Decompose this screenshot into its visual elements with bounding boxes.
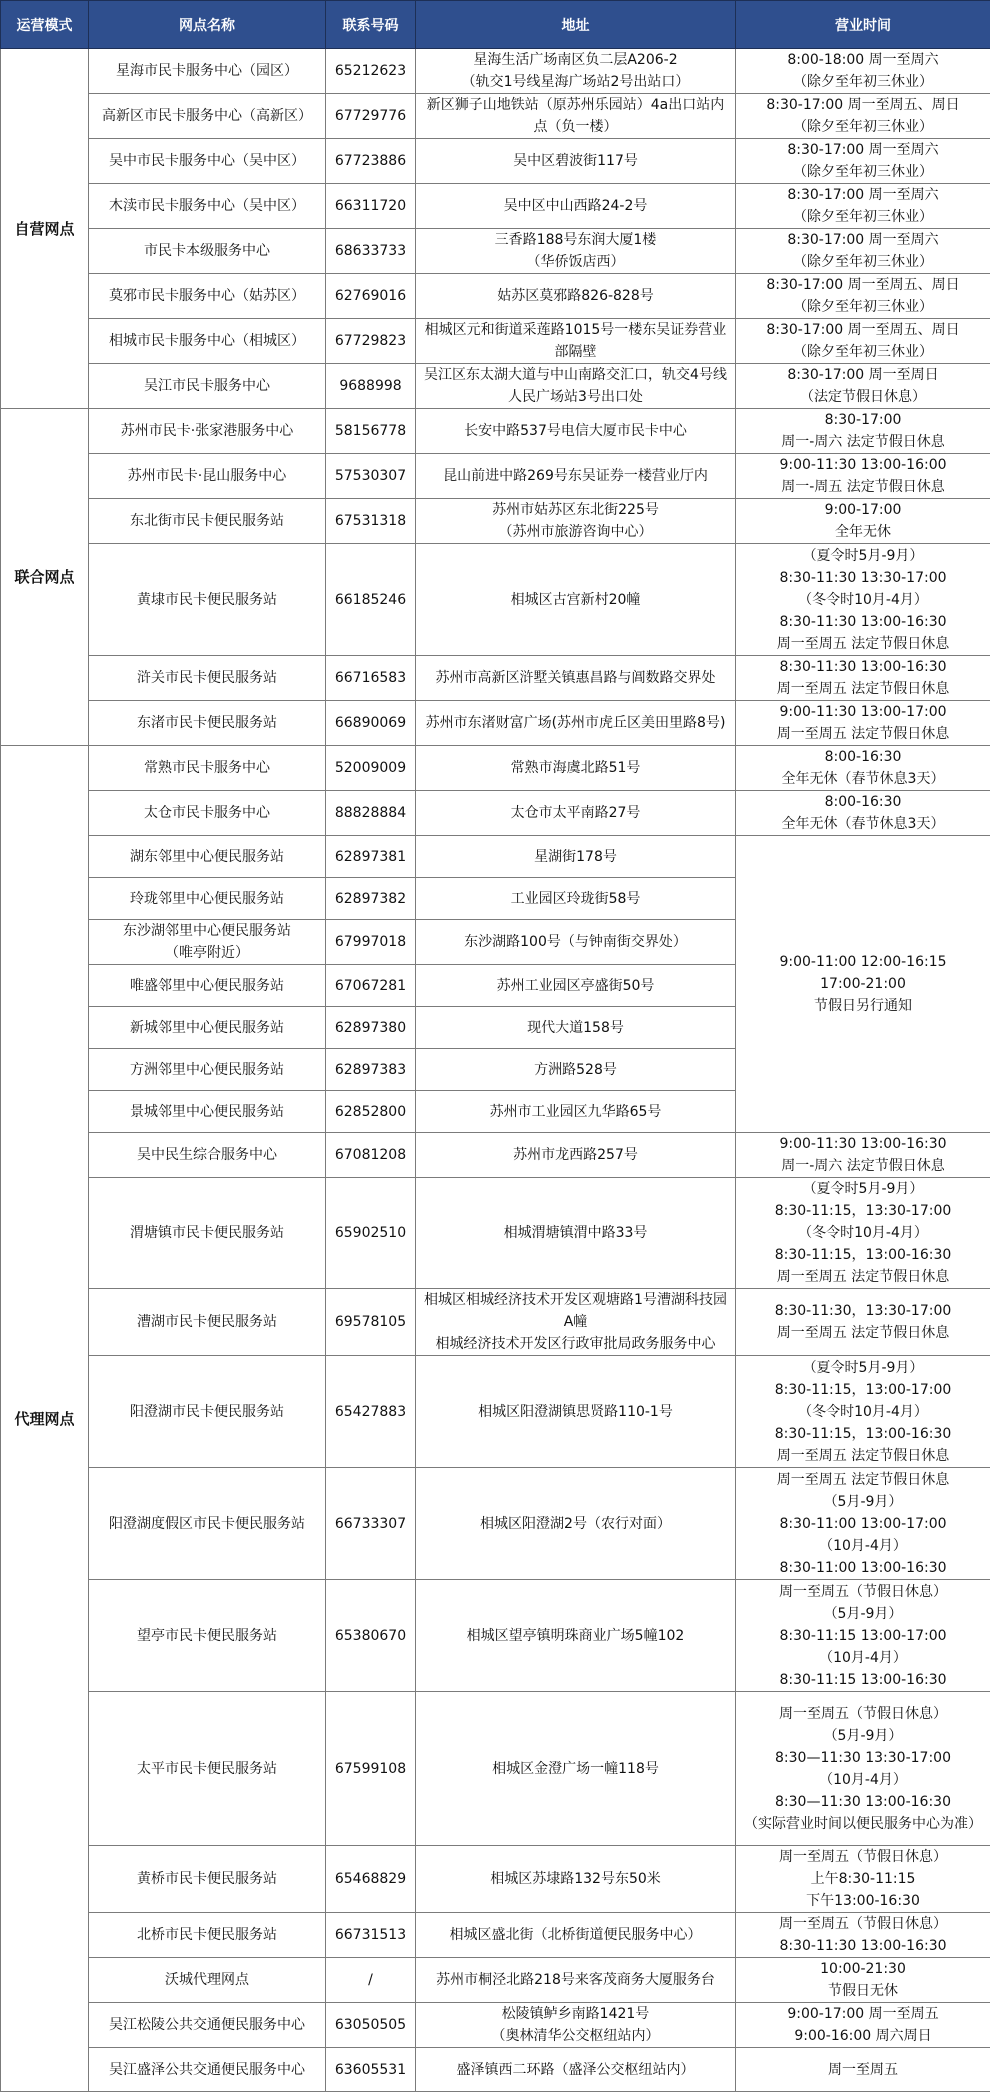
table-row [1,791,990,836]
header-phone: 联系号码 [326,1,416,49]
outlet-address: 常熟市海虞北路51号 [416,746,736,791]
outlet-phone: 62769016 [326,274,416,319]
outlet-address: 星海生活广场南区负二层A206-2 （轨交1号线星海广场站2号出站口） [416,49,736,94]
outlet-address: 相城区阳澄湖2号（农行对面） [416,1468,736,1580]
outlet-hours: 8:30-17:00 周一-周六 法定节假日休息 [736,409,990,454]
outlet-name: 吴中民生综合服务中心 [89,1133,326,1178]
table-row [1,364,990,409]
table-row [1,94,990,139]
outlet-address: 相城区阳澄湖镇思贤路110-1号 [416,1356,736,1468]
outlet-name: 沃城代理网点 [89,1958,326,2003]
outlet-phone: 67081208 [326,1133,416,1178]
outlet-name: 东渚市民卡便民服务站 [89,701,326,746]
outlet-hours: 9:00-11:30 13:00-17:00 周一至周五 法定节假日休息 [736,701,990,746]
outlet-address: 盛泽镇西二环路（盛泽公交枢纽站内） [416,2048,736,2092]
table-row [1,49,990,94]
outlet-name: 渭塘镇市民卡便民服务站 [89,1178,326,1289]
outlet-address: 新区狮子山地铁站（原苏州乐园站）4a出口站内点（负一楼） [416,94,736,139]
outlet-name: 苏州市民卡·张家港服务中心 [89,409,326,454]
outlet-hours: 周一至周五（节假日休息） 上午8:30-11:15 下午13:00-16:30 [736,1846,990,1913]
outlet-hours: 8:30-17:00 周一至周五、周日 （除夕至年初三休业） [736,274,990,319]
outlet-phone: 65902510 [326,1178,416,1289]
outlet-phone: 9688998 [326,364,416,409]
outlet-hours: 周一至周五 法定节假日休息 （5月-9月） 8:30-11:00 13:00-17:00 （10月-4月） 8:30-11:00 13:00-16:30 [736,1468,990,1580]
outlet-hours: 周一至周五 [736,2048,990,2092]
mode-cell: 代理网点 [1,746,89,2092]
outlet-hours: 8:30-11:30，13:30-17:00 周一至周五 法定节假日休息 [736,1289,990,1356]
outlet-address: 吴江区东太湖大道与中山南路交汇口，轨交4号线人民广场站3号出口处 [416,364,736,409]
outlet-name: 景城邻里中心便民服务站 [89,1091,326,1133]
table-row [1,1913,990,1958]
outlet-address: 吴中区中山西路24-2号 [416,184,736,229]
outlet-hours: 周一至周五（节假日休息） （5月-9月） 8:30-11:15 13:00-17:00 （10月-4月） 8:30-11:15 13:00-16:30 [736,1580,990,1692]
outlet-address: 相城区古宫新村20幢 [416,544,736,656]
header-mode: 运营模式 [1,1,89,49]
outlet-hours: 8:30-17:00 周一至周日 （法定节假日休息） [736,364,990,409]
outlet-phone: 66733307 [326,1468,416,1580]
outlet-name: 东北街市民卡便民服务站 [89,499,326,544]
table-row [1,454,990,499]
outlet-phone: 69578105 [326,1289,416,1356]
outlet-hours: 8:00-18:00 周一至周六 （除夕至年初三休业） [736,49,990,94]
table-row [1,499,990,544]
outlet-address: 现代大道158号 [416,1007,736,1049]
header-name: 网点名称 [89,1,326,49]
mode-cell: 自营网点 [1,49,89,409]
outlet-phone: 67729776 [326,94,416,139]
outlet-hours: 8:30-17:00 周一至周六 （除夕至年初三休业） [736,229,990,274]
table-row [1,229,990,274]
outlet-phone: 65212623 [326,49,416,94]
outlet-name: 阳澄湖度假区市民卡便民服务站 [89,1468,326,1580]
outlet-hours: 9:00-17:00 周一至周五 9:00-16:00 周六周日 [736,2003,990,2048]
outlet-address: 昆山前进中路269号东吴证券一楼营业厅内 [416,454,736,499]
outlet-phone: 62897381 [326,836,416,878]
outlet-phone: 66311720 [326,184,416,229]
outlet-hours: 8:30-17:00 周一至周五、周日 （除夕至年初三休业） [736,319,990,364]
outlet-phone: 66185246 [326,544,416,656]
outlet-phone: 62897382 [326,878,416,920]
outlet-address: 相城渭塘镇渭中路33号 [416,1178,736,1289]
table-row [1,1356,990,1468]
table-row [1,2003,990,2048]
outlet-phone: / [326,1958,416,2003]
outlet-phone: 52009009 [326,746,416,791]
outlet-phone: 62897380 [326,1007,416,1049]
outlet-address: 松陵镇鲈乡南路1421号 （奥林清华公交枢纽站内） [416,2003,736,2048]
outlet-address: 苏州市桐泾北路218号来客茂商务大厦服务台 [416,1958,736,2003]
header-row [1,1,990,49]
outlet-name: 黄埭市民卡便民服务站 [89,544,326,656]
outlet-address: 东沙湖路100号（与钟南街交界处） [416,920,736,965]
outlet-name: 星海市民卡服务中心（园区） [89,49,326,94]
table-row [1,1580,990,1692]
outlet-address: 苏州市姑苏区东北街225号 （苏州市旅游咨询中心） [416,499,736,544]
outlet-address: 苏州市高新区浒墅关镇惠昌路与阊数路交界处 [416,656,736,701]
table-row [1,274,990,319]
outlet-hours: 9:00-11:30 13:00-16:30 周一-周六 法定节假日休息 [736,1133,990,1178]
outlet-name: 望亭市民卡便民服务站 [89,1580,326,1692]
outlet-phone: 66731513 [326,1913,416,1958]
outlet-address: 相城区元和街道采莲路1015号一楼东吴证券营业部隔壁 [416,319,736,364]
outlet-phone: 67723886 [326,139,416,184]
outlet-address: 相城区苏埭路132号东50米 [416,1846,736,1913]
outlet-name: 高新区市民卡服务中心（高新区） [89,94,326,139]
table-row [1,544,990,656]
outlet-phone: 88828884 [326,791,416,836]
outlet-hours: 10:00-21:30 节假日无休 [736,1958,990,2003]
outlet-address: 长安中路537号电信大厦市民卡中心 [416,409,736,454]
table-row [1,1468,990,1580]
table-row [1,1133,990,1178]
table-row [1,319,990,364]
table-row [1,1289,990,1356]
outlet-address: 星湖街178号 [416,836,736,878]
outlet-name: 北桥市民卡便民服务站 [89,1913,326,1958]
outlet-phone: 65427883 [326,1356,416,1468]
outlet-phone: 66716583 [326,656,416,701]
outlet-address: 相城区金澄广场一幢118号 [416,1692,736,1846]
outlet-phone: 63050505 [326,2003,416,2048]
table-row [1,656,990,701]
header-hours: 营业时间 [736,1,990,49]
table-row [1,1958,990,2003]
mode-cell: 联合网点 [1,409,89,746]
outlet-name: 东沙湖邻里中心便民服务站 （唯亭附近） [89,920,326,965]
outlet-name: 吴江市民卡服务中心 [89,364,326,409]
outlet-address: 苏州市工业园区九华路65号 [416,1091,736,1133]
table-row [1,139,990,184]
table-row [1,836,990,878]
outlet-name: 莫邪市民卡服务中心（姑苏区） [89,274,326,319]
outlet-hours: （夏令时5月-9月） 8:30-11:15，13:30-17:00 （冬令时10月-4月） 8:30-11:15，13:00-16:30 周一至周五 法定节假日休息 [736,1178,990,1289]
outlet-address: 工业园区玲珑街58号 [416,878,736,920]
outlet-hours: 9:00-11:30 13:00-16:00 周一-周五 法定节假日休息 [736,454,990,499]
outlet-phone: 58156778 [326,409,416,454]
outlet-hours: 9:00-11:00 12:00-16:15 17:00-21:00 节假日另行通知 [736,836,990,1133]
outlet-address: 太仓市太平南路27号 [416,791,736,836]
outlet-address: 方洲路528号 [416,1049,736,1091]
outlet-hours: （夏令时5月-9月） 8:30-11:30 13:30-17:00 （冬令时10月-4月） 8:30-11:30 13:00-16:30 周一至周五 法定节假日休息 [736,544,990,656]
outlet-name: 相城市民卡服务中心（相城区） [89,319,326,364]
outlet-name: 苏州市民卡·昆山服务中心 [89,454,326,499]
table-row [1,1178,990,1289]
outlet-phone: 67729823 [326,319,416,364]
table-row [1,1692,990,1846]
outlet-hours: 9:00-17:00 全年无休 [736,499,990,544]
outlet-phone: 65380670 [326,1580,416,1692]
outlet-hours: 8:30-17:00 周一至周五、周日 （除夕至年初三休业） [736,94,990,139]
outlet-name: 漕湖市民卡便民服务站 [89,1289,326,1356]
outlet-name: 吴江盛泽公共交通便民服务中心 [89,2048,326,2092]
outlet-address: 相城区望亭镇明珠商业广场5幢102 [416,1580,736,1692]
table-row [1,184,990,229]
table-row [1,409,990,454]
outlet-phone: 68633733 [326,229,416,274]
outlet-name: 常熟市民卡服务中心 [89,746,326,791]
outlet-hours: 周一至周五（节假日休息） 8:30-11:30 13:00-16:30 [736,1913,990,1958]
outlet-name: 木渎市民卡服务中心（吴中区） [89,184,326,229]
outlet-hours: 8:30-17:00 周一至周六 （除夕至年初三休业） [736,139,990,184]
outlet-name: 唯盛邻里中心便民服务站 [89,965,326,1007]
outlet-phone: 62897383 [326,1049,416,1091]
outlet-name: 新城邻里中心便民服务站 [89,1007,326,1049]
outlet-phone: 62852800 [326,1091,416,1133]
header-address: 地址 [416,1,736,49]
table-row [1,1846,990,1913]
outlet-address: 苏州工业园区亭盛街50号 [416,965,736,1007]
outlet-phone: 65468829 [326,1846,416,1913]
outlet-address: 三香路188号东润大厦1楼 （华侨饭店西） [416,229,736,274]
outlet-address: 吴中区碧波街117号 [416,139,736,184]
outlet-hours: 8:00-16:30 全年无休（春节休息3天） [736,746,990,791]
outlet-hours: 8:00-16:30 全年无休（春节休息3天） [736,791,990,836]
outlet-name: 浒关市民卡便民服务站 [89,656,326,701]
outlet-phone: 63605531 [326,2048,416,2092]
outlet-address: 苏州市龙西路257号 [416,1133,736,1178]
outlet-name: 阳澄湖市民卡便民服务站 [89,1356,326,1468]
outlet-name: 湖东邻里中心便民服务站 [89,836,326,878]
outlet-phone: 57530307 [326,454,416,499]
outlet-name: 太平市民卡便民服务站 [89,1692,326,1846]
outlet-hours: （夏令时5月-9月） 8:30-11:15，13:00-17:00 （冬令时10月-4月） 8:30-11:15，13:00-16:30 周一至周五 法定节假日休息 [736,1356,990,1468]
table-row [1,746,990,791]
outlet-address: 苏州市东渚财富广场(苏州市虎丘区美田里路8号) [416,701,736,746]
outlet-hours: 8:30-17:00 周一至周六 （除夕至年初三休业） [736,184,990,229]
table-row [1,2048,990,2092]
outlet-phone: 66890069 [326,701,416,746]
outlet-name: 吴江松陵公共交通便民服务中心 [89,2003,326,2048]
outlet-phone: 67599108 [326,1692,416,1846]
outlet-name: 太仓市民卡服务中心 [89,791,326,836]
outlet-phone: 67531318 [326,499,416,544]
outlet-name: 玲珑邻里中心便民服务站 [89,878,326,920]
outlet-hours: 周一至周五（节假日休息） （5月-9月） 8:30—11:30 13:30-17:00 （10月-4月） 8:30—11:30 13:00-16:30 （实际营业时间以便民服务中心为准） [736,1692,990,1846]
outlet-name: 黄桥市民卡便民服务站 [89,1846,326,1913]
table-body [1,49,990,2092]
outlet-name: 市民卡本级服务中心 [89,229,326,274]
outlet-address: 相城区相城经济技术开发区观塘路1号漕湖科技园A幢 相城经济技术开发区行政审批局政务服务中心 [416,1289,736,1356]
outlet-phone: 67997018 [326,920,416,965]
outlet-address: 姑苏区莫邪路826-828号 [416,274,736,319]
outlet-name: 吴中市民卡服务中心（吴中区） [89,139,326,184]
outlet-hours: 8:30-11:30 13:00-16:30 周一至周五 法定节假日休息 [736,656,990,701]
outlet-phone: 67067281 [326,965,416,1007]
outlet-name: 方洲邻里中心便民服务站 [89,1049,326,1091]
outlet-address: 相城区盛北街（北桥街道便民服务中心） [416,1913,736,1958]
table-row [1,701,990,746]
